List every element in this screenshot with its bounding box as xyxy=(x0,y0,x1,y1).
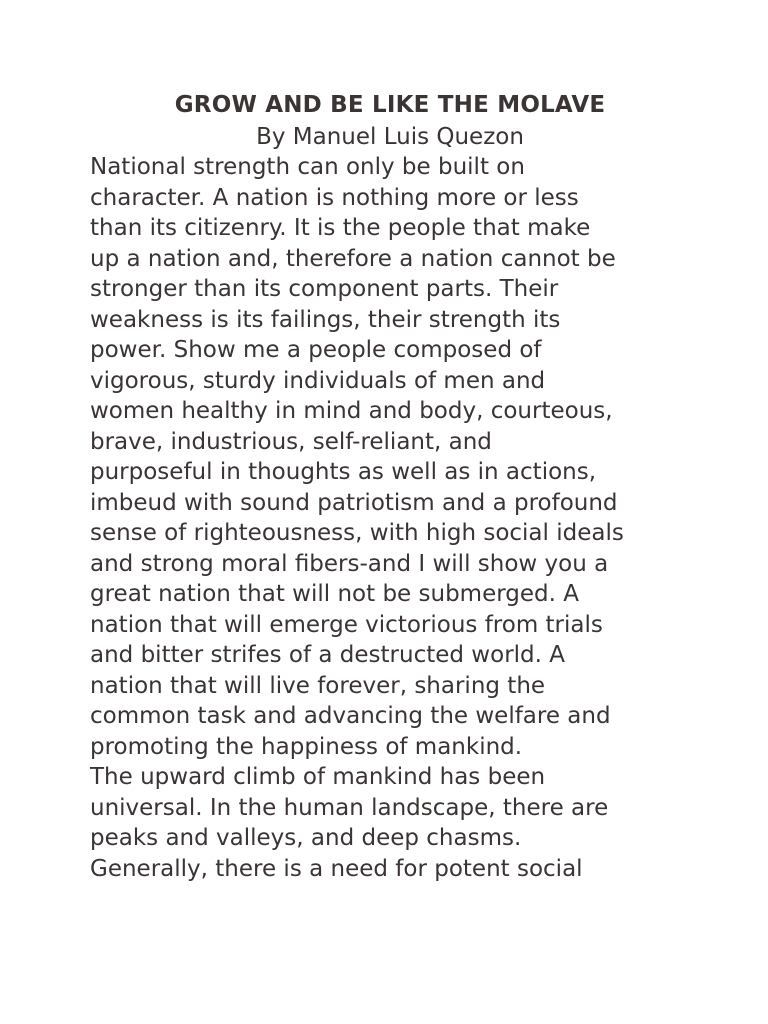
document-author: By Manuel Luis Quezon xyxy=(256,124,524,150)
paragraph-1: National strength can only be built on character. A nation is nothing more or less than its citizenry. It is the people that make up a nation and, therefore a nation cannot be stronger than its component parts. Their weakness is its failings, their strength its power. Show me a people composed of vigorous, sturdy individuals of men and women healthy in mind and body, courteous, brave, industrious, self-reliant, and purposeful in thoughts as well as in actions, imbeud with sound patriotism and a profound sense of righteousness, with high social ideals and strong moral fibers-and I will show you a great nation that will not be submerged. A nation that will emerge victorious from trials and bitter strifes of a destructed world. A nation that will live forever, sharing the common task and advancing the welfare and promoting the happiness of mankind. xyxy=(90,154,624,760)
document-body xyxy=(90,88,690,884)
paragraph-2: The upward climb of mankind has been universal. In the human landscape, there are peaks and valleys, and deep chasms. Generally, there is a need for potent social xyxy=(90,764,609,882)
document-title: GROW AND BE LIKE THE MOLAVE xyxy=(174,92,606,118)
